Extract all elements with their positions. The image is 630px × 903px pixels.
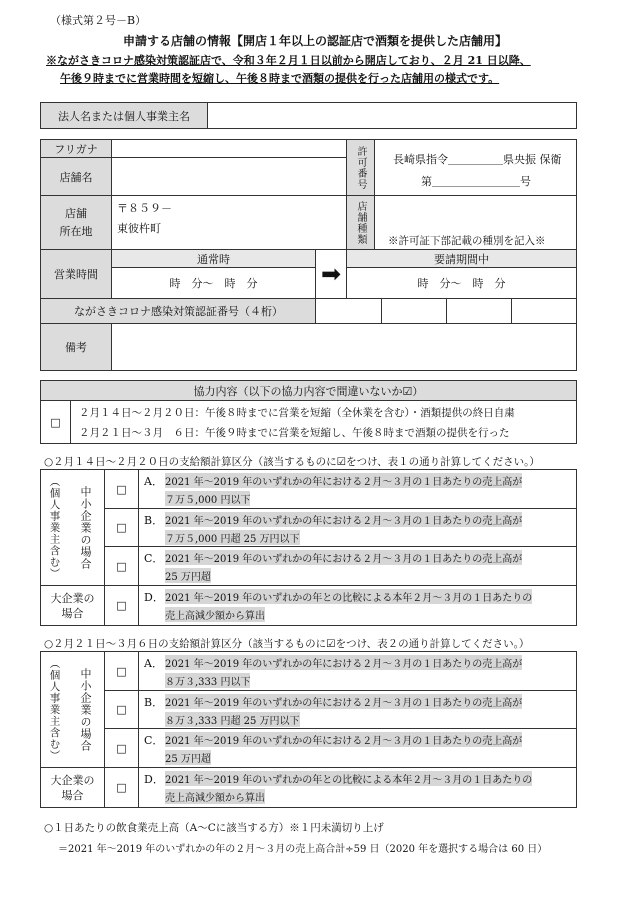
section1-row-c-checkbox[interactable]: □	[116, 559, 127, 573]
cooperation-checkbox[interactable]: □	[50, 415, 61, 429]
store-name-label: 店舗名	[59, 170, 93, 184]
section2-row-c-line1: 2021 年～2019 年のいずれかの年における２月～３月の１日あたりの売上高が	[165, 732, 522, 747]
address-label: 店舗 所在地	[59, 206, 93, 238]
section2-sme-inner-label: 中小企業の場合	[79, 668, 92, 752]
section2-row-a-line2: ８万３,333 円以下	[165, 673, 250, 688]
cooperation-box	[40, 380, 577, 444]
section2-row-a-checkbox[interactable]: □	[116, 664, 127, 678]
remarks-label: 備考	[65, 341, 87, 354]
note-line-1: ※ながさきコロナ感染対策認証店で、令和３年２月１日以前から開店しており、２月 21 日以降、	[46, 54, 531, 67]
section1-heading: ○２月１４日～２月２０日の支給額計算区分（該当するものに☑をつけ、表１の通り計算してください。）	[44, 456, 540, 468]
section1-row-d-checkbox[interactable]: □	[116, 599, 127, 612]
arrow-right-icon: ➡	[320, 260, 342, 288]
section2-row-d-letter: D．	[144, 773, 164, 786]
furigana-label: フリガナ	[54, 142, 98, 156]
store-name-input[interactable]	[112, 158, 346, 195]
section2-row-d-line2: 売上高減少額から算出	[165, 789, 265, 804]
note-line-2: 午後９時までに営業時間を短縮し、午後８時まで酒類の提供を行った店舗用の様式です。	[60, 72, 500, 85]
corp-label: 法人名または個人事業主名	[41, 103, 208, 128]
section2-heading: ○２月２１日～３月６日の支給額計算区分（該当するものに☑をつけ、表２の通り計算してください。）	[44, 638, 530, 650]
section1-row-b-letter: B．	[144, 514, 164, 527]
page-title: 申請する店舗の情報【開店１年以上の認証店で酒類を提供した店舗用】	[122, 34, 507, 48]
corp-input[interactable]	[208, 103, 576, 128]
section2-row-b-line1: 2021 年～2019 年のいずれかの年における２月～３月の１日あたりの売上高が	[165, 694, 522, 709]
city-name: 東彼杵町	[117, 222, 161, 235]
section2-row-b-line2: ８万３,333 円超 25 万円以下	[165, 712, 300, 727]
section1-row-a-line2: ７万５,000 円以下	[165, 491, 250, 506]
section2-row-c-line2: 25 万円超	[165, 750, 211, 765]
section1-large-label: 大企業の場合	[50, 591, 95, 620]
cooperation-header: 協力内容（以下の協力内容で間違いないか☑）	[41, 381, 576, 400]
normal-hours-label: 通常時	[197, 252, 230, 266]
footer-line-2: ＝2021 年～2019 年のいずれかの年の２月～３月の売上高合計÷59 日（2020 年を選択する場合は 60 日）	[58, 844, 548, 855]
remarks-input[interactable]	[112, 324, 576, 370]
cert-digit-1[interactable]	[316, 299, 381, 323]
section2-sme-outer-label: （個人事業主含む）	[48, 658, 61, 762]
cert-number-label: ながさきコロナ感染対策認証番号（４桁）	[74, 305, 283, 318]
section1-row-c-letter: C．	[144, 552, 164, 565]
section2-row-d-checkbox[interactable]: □	[116, 781, 127, 794]
permit-line-2: 第＿＿＿＿＿＿＿＿号	[421, 175, 531, 188]
cert-digit-2[interactable]	[382, 299, 446, 323]
section1-row-d-line2: 売上高減少額から算出	[165, 607, 265, 622]
section2-large-label: 大企業の場合	[50, 773, 95, 802]
form-number: （様式第２号－B）	[50, 14, 147, 27]
furigana-input[interactable]	[112, 140, 346, 157]
postal-code: 〒８５９－	[117, 202, 172, 215]
section1-row-a-line1: 2021 年～2019 年のいずれかの年における２月～３月の１日あたりの売上高が	[165, 473, 522, 488]
store-kind-note: ※許可証下部記載の種別を記入※	[388, 235, 546, 247]
section1-row-c-line1: 2021 年～2019 年のいずれかの年における２月～３月の１日あたりの売上高が	[165, 550, 522, 565]
permit-label: 許可番号	[355, 145, 366, 190]
section1-row-b-line2: ７万５,000 円超 25 万円以下	[165, 530, 300, 545]
footer-line-1: ○１日あたりの飲食業売上高（A～Cに該当する方）※１円未満切り上げ	[44, 822, 384, 834]
cert-digit-3[interactable]	[447, 299, 511, 323]
section2-row-c-checkbox[interactable]: □	[116, 741, 127, 755]
cooperation-line-2: ２月２１日～３月 ６日：午後９時までに営業を短縮し、午後８時まで酒類の提供を行った	[79, 427, 510, 439]
cert-digit-4[interactable]	[512, 299, 576, 323]
section1-row-b-line1: 2021 年～2019 年のいずれかの年における２月～３月の１日あたりの売上高が	[165, 512, 522, 527]
section2-row-c-letter: C．	[144, 734, 164, 747]
store-kind-label: 店舗種類	[355, 200, 366, 245]
request-hours-value[interactable]: 時 分～ 時 分	[417, 277, 506, 290]
request-hours-label: 要請期間中	[434, 252, 489, 266]
section1-row-a-checkbox[interactable]: □	[116, 482, 127, 496]
section1-row-a-letter: A．	[144, 475, 163, 488]
store-table	[40, 139, 577, 371]
section2-row-d-line1: 2021 年～2019 年のいずれかの年との比較による本年２月～３月の１日あたりの	[165, 771, 532, 786]
section2-row-a-letter: A．	[144, 657, 163, 670]
corp-row	[40, 102, 577, 129]
section2-table	[40, 651, 577, 808]
normal-hours-value[interactable]: 時 分～ 時 分	[169, 277, 258, 290]
section2-row-b-checkbox[interactable]: □	[116, 703, 127, 716]
section1-row-d-line1: 2021 年～2019 年のいずれかの年との比較による本年２月～３月の１日あたりの	[165, 589, 532, 604]
permit-line-1: 長崎県指令＿＿＿＿＿県央振 保衛	[393, 153, 562, 166]
hours-label: 営業時間	[54, 268, 98, 281]
section1-sme-inner-label: 中小企業の場合	[79, 486, 92, 570]
section1-table	[40, 469, 577, 626]
section1-row-c-line2: 25 万円超	[165, 568, 211, 583]
section1-row-d-letter: D．	[144, 591, 164, 604]
cooperation-line-1: ２月１４日～２月２０日：午後８時までに営業を短縮（全休業を含む）・酒類提供の終日自粛	[79, 407, 515, 419]
section2-row-b-letter: B．	[144, 696, 164, 709]
section1-sme-outer-label: （個人事業主含む）	[48, 476, 61, 580]
section1-row-b-checkbox[interactable]: □	[116, 521, 127, 534]
section2-row-a-line1: 2021 年～2019 年のいずれかの年における２月～３月の１日あたりの売上高が	[165, 655, 522, 670]
